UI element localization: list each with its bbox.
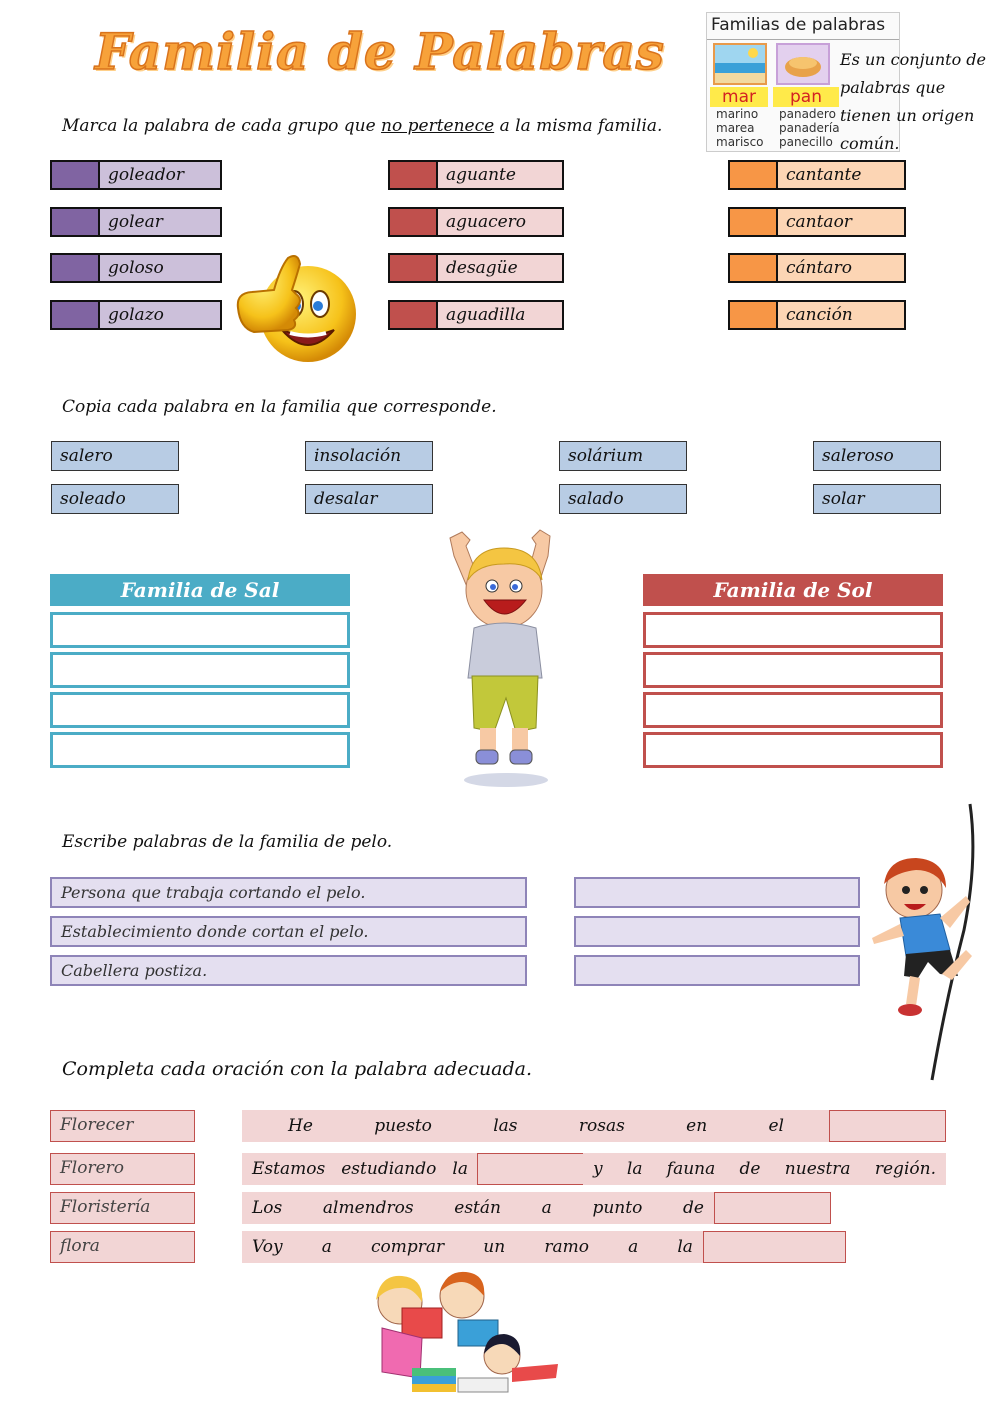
familia-sal-slot[interactable]	[50, 652, 350, 688]
word-option[interactable]	[388, 300, 564, 330]
sentence-word: la	[452, 1159, 468, 1179]
pelo-answer-input[interactable]	[574, 877, 860, 908]
sentence-word: a	[321, 1237, 332, 1257]
familia-sal-table	[50, 574, 350, 768]
checkbox-swatch[interactable]	[52, 209, 100, 235]
flor-option[interactable]: flora	[50, 1231, 195, 1263]
familia-sol-slot[interactable]	[643, 612, 943, 648]
sentence-word: nuestra	[784, 1159, 851, 1179]
familia-sol-title: Familia de Sol	[643, 574, 943, 608]
answer-blank[interactable]	[703, 1231, 846, 1263]
sentence-word: comprar	[370, 1237, 445, 1257]
pelo-answer-input[interactable]	[574, 916, 860, 947]
word-label: golazo	[108, 305, 164, 325]
sentence-word: He	[288, 1116, 313, 1136]
sentence-word: y	[593, 1159, 603, 1179]
sentence-text	[242, 1192, 714, 1224]
climbing-boy-illustration	[866, 800, 986, 1089]
word-option[interactable]	[50, 300, 222, 330]
sentence-word: en	[686, 1116, 708, 1136]
draggable-word-tile[interactable]: salado	[559, 484, 687, 514]
sentence-text	[242, 1231, 703, 1263]
mar-column: mar marino marea marisco	[710, 43, 768, 149]
word-label: aguante	[446, 165, 516, 185]
familia-sol-slot[interactable]	[643, 732, 943, 768]
checkbox-swatch[interactable]	[52, 302, 100, 328]
familia-sol-table	[643, 574, 943, 768]
draggable-word-tile[interactable]: insolación	[305, 441, 433, 471]
familia-sol-slot[interactable]	[643, 652, 943, 688]
sentence-word: Estamos	[252, 1159, 326, 1179]
sentence-word: están	[454, 1198, 501, 1218]
instruction-1: Marca la palabra de cada grupo que no pertenece a la misma familia.	[62, 116, 663, 136]
familia-sal-slot[interactable]	[50, 732, 350, 768]
bread-picture	[776, 43, 830, 85]
familia-sal-slot[interactable]	[50, 692, 350, 728]
sentence-word: la	[677, 1237, 693, 1257]
draggable-word-tile[interactable]: soleado	[51, 484, 179, 514]
word-label: cantante	[786, 165, 862, 185]
answer-blank[interactable]	[829, 1110, 946, 1142]
word-option[interactable]	[50, 207, 222, 237]
sentence-word: punto	[592, 1198, 643, 1218]
checkbox-swatch[interactable]	[390, 302, 438, 328]
answer-blank[interactable]	[714, 1192, 831, 1224]
word-option[interactable]	[388, 253, 564, 283]
checkbox-swatch[interactable]	[52, 255, 100, 281]
pelo-clue: Establecimiento donde cortan el pelo.	[50, 916, 527, 947]
word-option[interactable]	[728, 253, 906, 283]
sentence-word: Los	[252, 1198, 283, 1218]
sentence-word: la	[626, 1159, 643, 1179]
sentence-text	[242, 1153, 478, 1185]
sentence-text	[242, 1110, 830, 1142]
word-option[interactable]	[50, 160, 222, 190]
word-label: cantaor	[786, 212, 852, 232]
word-label: aguacero	[446, 212, 527, 232]
definition-text: Es un conjunto de palabras que tienen un origen común.	[840, 50, 986, 153]
word-option[interactable]	[728, 300, 906, 330]
word-label: aguadilla	[446, 305, 526, 325]
draggable-word-tile[interactable]: solar	[813, 484, 941, 514]
word-label: canción	[786, 305, 853, 325]
word-label: goleador	[108, 165, 184, 185]
sentence-word: ramo	[544, 1237, 589, 1257]
sentence-word: fauna	[666, 1159, 716, 1179]
reading-kids-illustration	[362, 1268, 562, 1412]
definition-card-title: Familias de palabras	[711, 15, 886, 35]
checkbox-swatch[interactable]	[730, 209, 778, 235]
word-option[interactable]	[50, 253, 222, 283]
thumbs-up-emoji-icon	[230, 248, 360, 377]
word-label: desagüe	[446, 258, 518, 278]
word-option[interactable]	[728, 160, 906, 190]
familia-sal-title: Familia de Sal	[50, 574, 350, 608]
checkbox-swatch[interactable]	[730, 162, 778, 188]
sentence-word: de	[682, 1198, 704, 1218]
draggable-word-tile[interactable]: saleroso	[813, 441, 941, 471]
sentence-word: a	[541, 1198, 552, 1218]
root-mar: mar	[710, 87, 768, 107]
pan-column: pan panadero panadería panecillo	[773, 43, 839, 149]
checkbox-swatch[interactable]	[730, 255, 778, 281]
sentence-word: de	[739, 1159, 761, 1179]
pelo-clue: Persona que trabaja cortando el pelo.	[50, 877, 527, 908]
sentence-word: región.	[874, 1159, 936, 1179]
sentence-word: rosas	[578, 1116, 625, 1136]
familia-sal-slot[interactable]	[50, 612, 350, 648]
sentence-word: un	[483, 1237, 506, 1257]
root-pan: pan	[773, 87, 839, 107]
instruction-4: Completa cada oración con la palabra adecuada.	[62, 1058, 533, 1080]
instruction-3: Escribe palabras de la familia de pelo.	[62, 832, 393, 852]
flor-option[interactable]: Floristería	[50, 1192, 195, 1224]
answer-blank[interactable]	[477, 1153, 584, 1185]
flor-option[interactable]: Florecer	[50, 1110, 195, 1142]
draggable-word-tile[interactable]: salero	[51, 441, 179, 471]
word-option[interactable]	[388, 207, 564, 237]
instruction-2: Copia cada palabra en la familia que corresponde.	[62, 397, 497, 417]
sentence-word: almendros	[322, 1198, 414, 1218]
sentence-word: el	[768, 1116, 784, 1136]
sea-picture	[713, 43, 767, 85]
word-label: goloso	[108, 258, 164, 278]
flor-option[interactable]: Florero	[50, 1153, 195, 1185]
sentence-word: estudiando	[341, 1159, 437, 1179]
draggable-word-tile[interactable]: desalar	[305, 484, 433, 514]
word-option[interactable]	[728, 207, 906, 237]
word-option[interactable]	[388, 160, 564, 190]
familia-sol-slot[interactable]	[643, 692, 943, 728]
checkbox-swatch[interactable]	[730, 302, 778, 328]
sentence-text	[583, 1153, 946, 1185]
checkbox-swatch[interactable]	[52, 162, 100, 188]
pelo-answer-input[interactable]	[574, 955, 860, 986]
sentence-word: a	[628, 1237, 639, 1257]
checkbox-swatch[interactable]	[390, 255, 438, 281]
word-label: golear	[108, 212, 163, 232]
word-label: cántaro	[786, 258, 852, 278]
checkbox-swatch[interactable]	[390, 209, 438, 235]
jumping-boy-illustration	[432, 528, 572, 797]
sentence-word: las	[493, 1116, 518, 1136]
sentence-word: puesto	[374, 1116, 432, 1136]
pelo-clue: Cabellera postiza.	[50, 955, 527, 986]
sentence-word: Voy	[252, 1237, 283, 1257]
draggable-word-tile[interactable]: solárium	[559, 441, 687, 471]
page-title: Familia de Palabras	[95, 22, 665, 81]
checkbox-swatch[interactable]	[390, 162, 438, 188]
